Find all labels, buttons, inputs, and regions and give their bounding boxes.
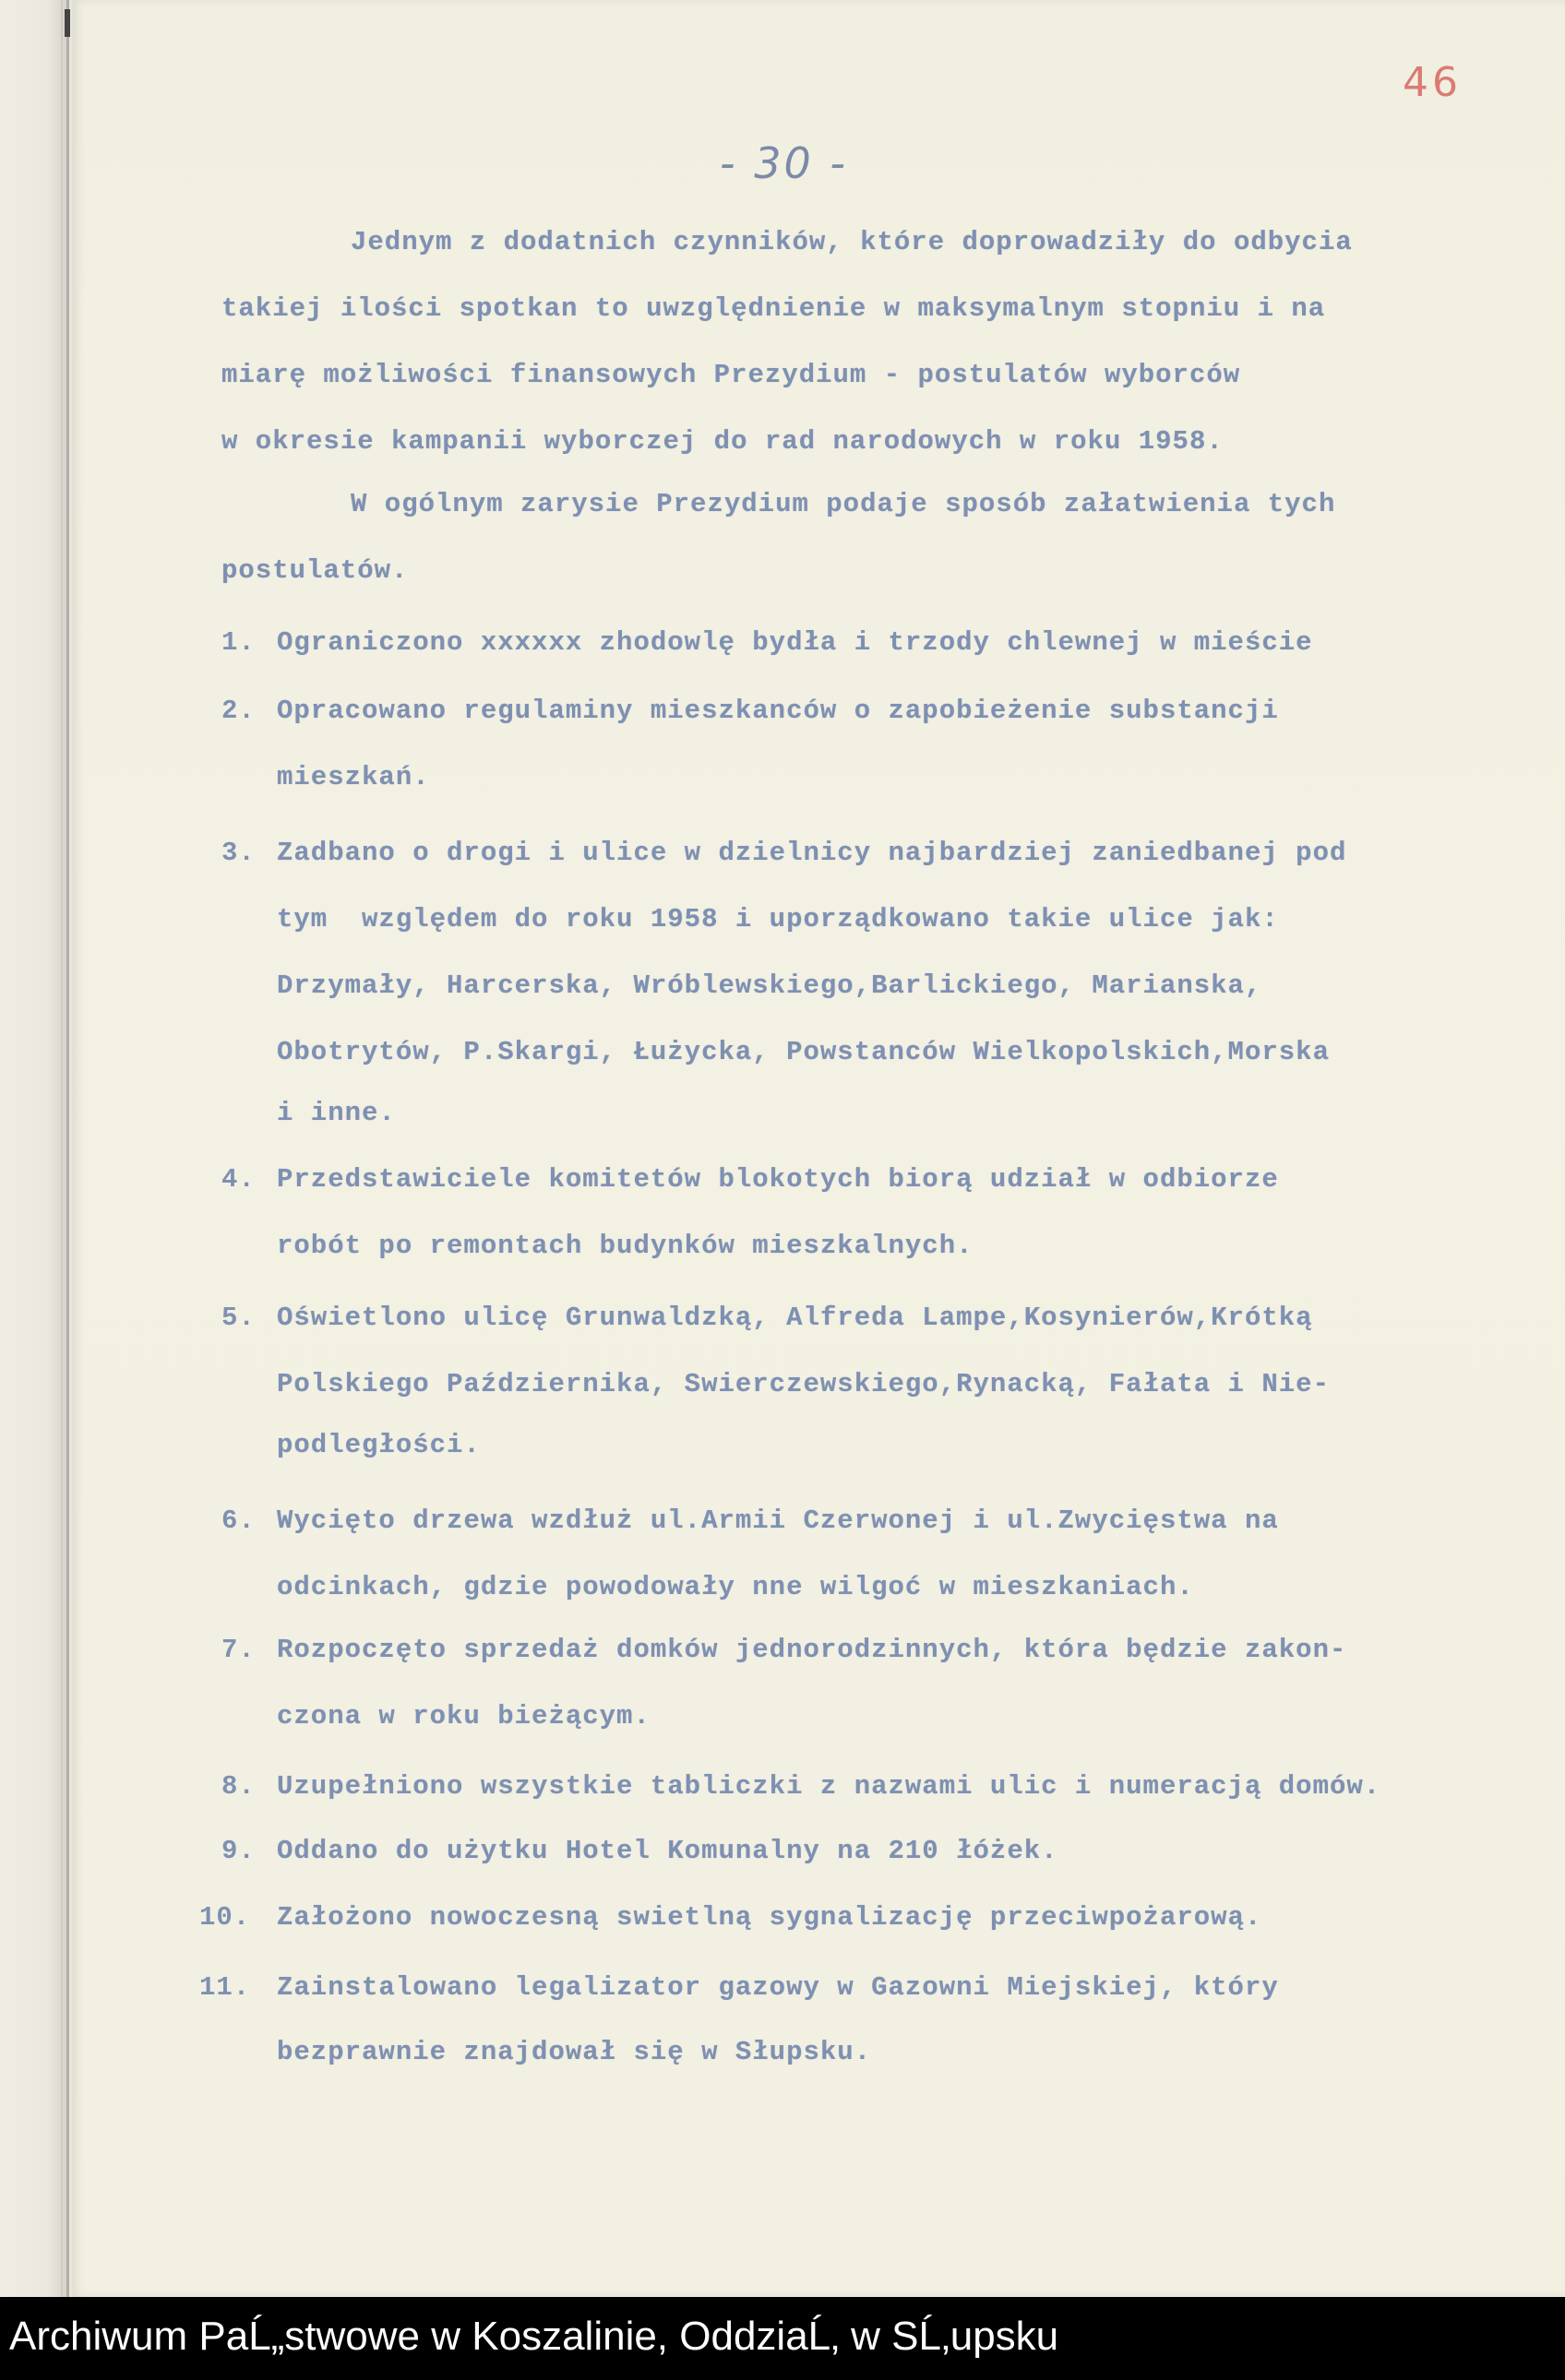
list-item-line: bezprawnie znajdował się w Słupsku. xyxy=(277,2037,872,2067)
list-item-number: 10. xyxy=(199,1902,251,1933)
list-item-line: Oddano do użytku Hotel Komunalny na 210 łóżek. xyxy=(277,1836,1058,1866)
archive-caption: Archiwum PaĹ„stwowe w Koszalinie, OddziaĹ‚ w SĹ‚upsku xyxy=(9,2314,1059,2359)
list-item-line: mieszkań. xyxy=(277,762,430,792)
archive-caption-bar xyxy=(0,2297,1565,2380)
list-item-number: 7. xyxy=(221,1635,256,1665)
list-item-line: Zainstalowano legalizator gazowy w Gazowni Miejskiej, który xyxy=(277,1972,1279,2003)
list-item-line: Wycięto drzewa wzdłuż ul.Armii Czerwonej i ul.Zwycięstwa na xyxy=(277,1505,1279,1536)
intro-line: takiej ilości spotkan to uwzględnienie w maksymalnym stopniu i na xyxy=(221,293,1326,324)
list-item-line: Opracowano regulaminy mieszkanców o zapobieżenie substancji xyxy=(277,696,1279,726)
list-item-line: Ograniczono xxxxxx zhodowlę bydła i trzody chlewnej w mieście xyxy=(277,627,1313,658)
list-item-number: 11. xyxy=(199,1972,251,2003)
page-number: - 30 - xyxy=(720,138,848,188)
list-item-line: Zadbano o drogi i ulice w dzielnicy najbardziej zaniedbanej pod xyxy=(277,838,1347,868)
document-sheet xyxy=(72,0,1565,2297)
list-item-line: Oświetlono ulicę Grunwaldzką, Alfreda Lampe,Kosynierów,Krótką xyxy=(277,1303,1313,1333)
list-item-line: Przedstawiciele komitetów blokotych biorą udział w odbiorze xyxy=(277,1164,1279,1195)
list-item-line: Obotrytów, P.Skargi, Łużycka, Powstanców Wielkopolskich,Morska xyxy=(277,1037,1330,1067)
list-item-line: i inne. xyxy=(277,1098,396,1128)
list-item-number: 8. xyxy=(221,1771,256,1802)
intro-line: W ogólnym zarysie Prezydium podaje sposób załatwienia tych xyxy=(351,489,1336,519)
intro-line: miarę możliwości finansowych Prezydium - postulatów wyborców xyxy=(221,360,1241,390)
binding-mark xyxy=(65,9,70,37)
list-item-line: Założono nowoczesną swietlną sygnalizację przeciwpożarową. xyxy=(277,1902,1262,1933)
list-item-number: 1. xyxy=(221,627,256,658)
list-item-line: odcinkach, gdzie powodowały nne wilgoć w mieszkaniach. xyxy=(277,1572,1194,1602)
list-item-line: podległości. xyxy=(277,1430,481,1460)
list-item-line: Drzymały, Harcerska, Wróblewskiego,Barlickiego, Marianska, xyxy=(277,970,1262,1001)
list-item-number: 9. xyxy=(221,1836,256,1866)
list-item-line: tym względem do roku 1958 i uporządkowano takie ulice jak: xyxy=(277,904,1279,934)
intro-line: w okresie kampanii wyborczej do rad narodowych w roku 1958. xyxy=(221,426,1224,457)
list-item-line: Rozpoczęto sprzedaż domków jednorodzinnych, która będzie zakon- xyxy=(277,1635,1347,1665)
list-item-line: Polskiego Października, Swierczewskiego,Rynacką, Fałata i Nie- xyxy=(277,1369,1330,1399)
left-page-edge xyxy=(0,0,69,2297)
list-item-line: Uzupełniono wszystkie tabliczki z nazwami ulic i numeracją domów. xyxy=(277,1771,1381,1802)
intro-line: postulatów. xyxy=(221,555,409,586)
list-item-number: 4. xyxy=(221,1164,256,1195)
list-item-line: czona w roku bieżącym. xyxy=(277,1701,651,1731)
list-item-line: robót po remontach budynków mieszkalnych. xyxy=(277,1231,974,1261)
archive-page-number: 46 xyxy=(1403,59,1462,106)
intro-line: Jednym z dodatnich czynników, które doprowadziły do odbycia xyxy=(351,227,1353,257)
list-item-number: 3. xyxy=(221,838,256,868)
list-item-number: 5. xyxy=(221,1303,256,1333)
list-item-number: 2. xyxy=(221,696,256,726)
list-item-number: 6. xyxy=(221,1505,256,1536)
